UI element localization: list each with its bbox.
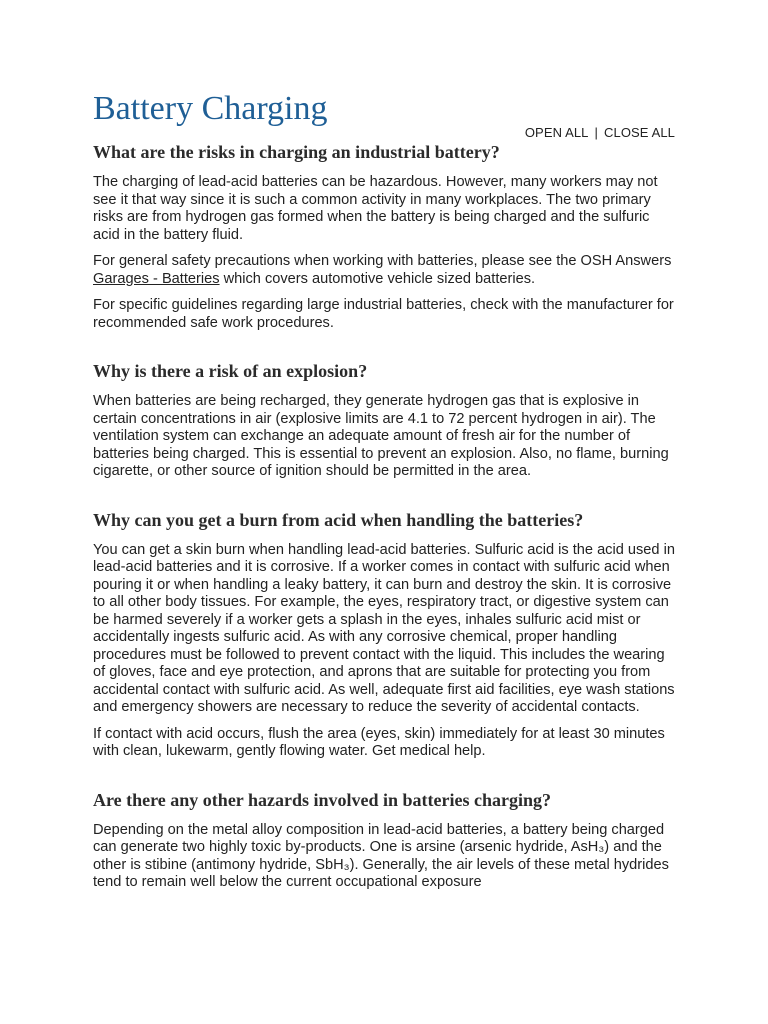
open-all-link[interactable]: OPEN ALL — [524, 125, 589, 140]
expand-collapse-controls — [525, 125, 675, 140]
paragraph: You can get a skin burn when handling lead-acid batteries. Sulfuric acid is the acid used in lead-acid batteries and it is corrosive. If a worker comes in contact with sulfuric acid when pouring it or when handling a leaky battery, it can burn and destroy the skin. It is corrosive to all other body tissues. For example, the eyes, respiratory tract, or digestive system can be harmed severely if a worker gets a splash in the eyes, inhales sulfuric acid mist or accidentally ingests sulfuric acid. As with any corrosive chemical, proper handling procedures must be followed to prevent contact with the liquid. This includes the wearing of gloves, face and eye protection, and aprons that are suitable for protecting you from accidental contact with sulfuric acid. As well, adequate first aid facilities, eye wash stations and emergency showers are necessary to reduce the severity of accidental contacts. — [93, 541, 675, 715]
close-all-link[interactable]: CLOSE ALL — [604, 125, 675, 140]
section-heading[interactable]: What are the risks in charging an industrial battery? — [93, 142, 500, 162]
section-heading[interactable]: Why can you get a burn from acid when handling the batteries? — [93, 509, 584, 530]
section-heading[interactable]: Are there any other hazards involved in batteries charging? — [93, 789, 551, 810]
section-risks — [93, 140, 678, 332]
section-explosion — [93, 359, 678, 481]
paragraph: For specific guidelines regarding large industrial batteries, check with the manufacturer for recommended safe work procedures. — [93, 297, 674, 331]
paragraph: When batteries are being recharged, they generate hydrogen gas that is explosive in certain concentrations in air (explosive limits are 4.1 to 72 percent hydrogen in air). The ventilation system can exchange an adequate amount of fresh air for the number of batteries being charged. This is essential to prevent an explosion. Also, no flame, burning cigarette, or other source of ignition should be permitted in the area. — [93, 393, 669, 479]
section-other-hazards — [93, 788, 678, 892]
paragraph-text: For general safety precautions when working with batteries, please see the OSH Answers — [93, 253, 672, 269]
section-acid-burn — [93, 508, 678, 761]
garages-batteries-link[interactable]: Garages - Batteries — [93, 270, 220, 287]
paragraph-text: which covers automotive vehicle sized batteries. — [219, 270, 536, 287]
paragraph: The charging of lead-acid batteries can be hazardous. However, many workers may not see it that way since it is such a common activity in many workplaces. The two primary risks are from hydrogen gas formed when the battery is being charged and the sulfuric acid in the battery fluid. — [93, 174, 658, 243]
paragraph: If contact with acid occurs, flush the area (eyes, skin) immediately for at least 30 minutes with clean, lukewarm, gently flowing water. Get medical help. — [93, 725, 665, 759]
document-page — [93, 84, 678, 892]
paragraph — [93, 253, 678, 288]
paragraph: Depending on the metal alloy composition in lead-acid batteries, a battery being charged can generate two highly toxic by-products. One is arsine (arsenic hydride, AsH₃) and the other is stibine (antimony hydride, SbH₃). Generally, the air levels of these metal hydrides tend to remain well below the current occupational exposure — [93, 821, 669, 890]
page-title: Battery Charging — [93, 90, 328, 127]
title-row — [93, 84, 678, 140]
toggle-separator: | — [594, 125, 598, 140]
section-heading[interactable]: Why is there a risk of an explosion? — [93, 361, 368, 381]
